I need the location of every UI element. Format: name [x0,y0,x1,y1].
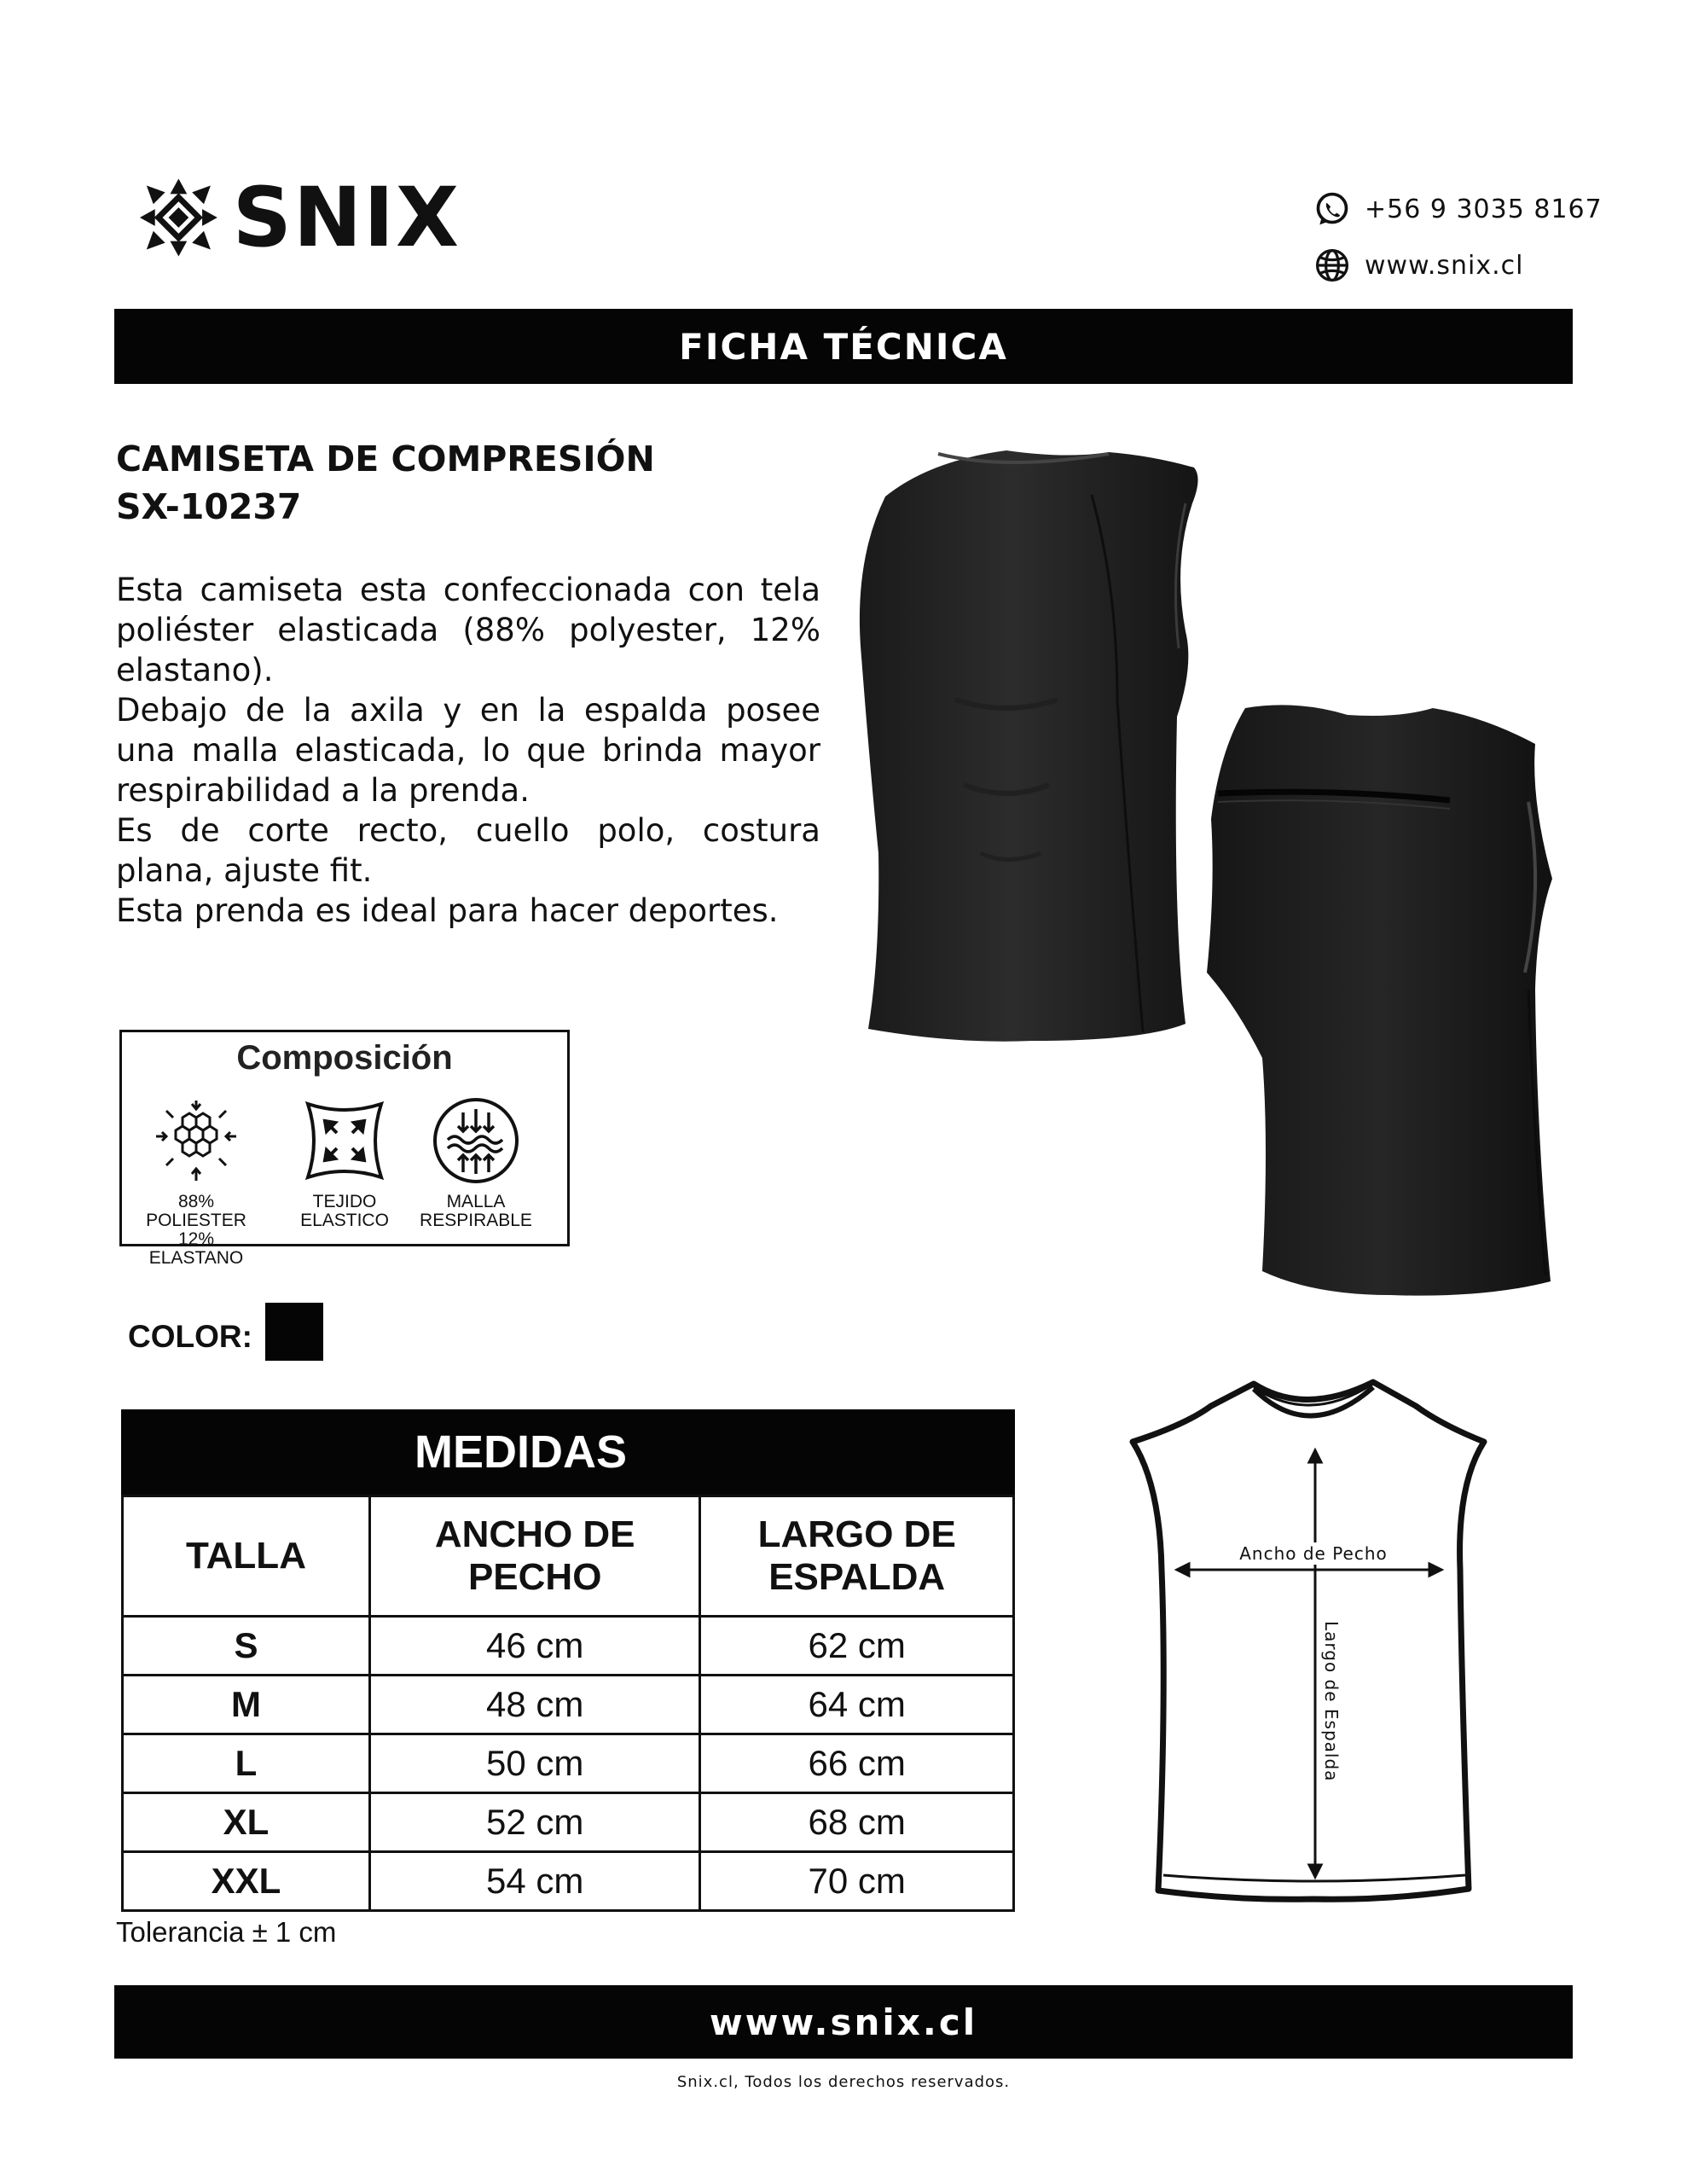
size-cell: M [123,1676,370,1734]
footer-website[interactable]: www.snix.cl [114,1985,1573,2059]
tolerance-note: Tolerancia ± 1 cm [116,1916,337,1948]
column-header-label: LARGO DE [757,1513,956,1555]
brand-logo [136,166,461,269]
product-code: SX-10237 [116,486,302,527]
page-title: FICHA TÉCNICA [114,309,1573,384]
table-row [123,1734,1014,1793]
website-link[interactable]: www.snix.cl [1365,250,1524,281]
description-paragraph: Es de corte recto, cuello polo, costura plana, ajuste fit. [116,812,820,889]
description-paragraph: Esta prenda es ideal para hacer deportes. [116,892,779,929]
stretch-fabric-icon [298,1094,391,1188]
table-header-row [123,1496,1014,1617]
whatsapp-icon [1313,190,1351,228]
phone-row [1313,189,1603,229]
back-cell: 66 cm [700,1734,1014,1793]
table-row [123,1793,1014,1852]
chest-cell: 54 cm [370,1852,700,1911]
back-cell: 68 cm [700,1793,1014,1852]
measurement-diagram [1126,1374,1501,1920]
measurements-table [121,1409,1015,1912]
composition-label: 12% ELASTANO [148,1229,244,1268]
brand-name: SNIX [232,170,461,265]
size-cell: XL [123,1793,370,1852]
composition-label: TEJIDO [312,1192,377,1211]
product-description [116,570,820,931]
breathable-mesh-icon [429,1094,523,1188]
hexagon-fabric-icon [149,1094,243,1188]
column-header-size [123,1496,370,1617]
composition-label: 88% POLIESTER [146,1192,246,1230]
table-row [123,1676,1014,1734]
product-name: CAMISETA DE COMPRESIÓN [116,439,655,479]
product-photos [836,444,1586,1314]
column-header-label: PECHO [467,1556,602,1598]
product-heading [116,435,884,531]
back-cell: 70 cm [700,1852,1014,1911]
back-cell: 64 cm [700,1676,1014,1734]
chest-measure-label: Ancho de Pecho [1239,1543,1388,1564]
phone-number[interactable]: +56 9 3035 8167 [1365,194,1603,224]
snix-logo-icon [136,170,221,265]
composition-box [119,1030,570,1268]
composition-item [281,1094,409,1230]
size-cell: XXL [123,1852,370,1911]
column-header-back [700,1496,1014,1617]
chest-cell: 46 cm [370,1617,700,1676]
globe-icon [1313,247,1351,284]
composition-title: Composición [236,1039,453,1077]
table-row [123,1617,1014,1676]
size-cell: S [123,1617,370,1676]
column-header-label: ANCHO DE [434,1513,635,1555]
column-header-label: TALLA [186,1535,306,1577]
back-shirt-photo [1207,705,1552,1295]
composition-item [412,1094,540,1230]
column-header-label: ESPALDA [768,1556,946,1598]
composition-label: MALLA [446,1192,506,1211]
chest-cell: 52 cm [370,1793,700,1852]
description-paragraph: Debajo de la axila y en la espalda posee una malla elasticada, lo que brinda mayor respirabilidad a la prenda. [116,692,820,809]
size-cell: L [123,1734,370,1793]
description-paragraph: Esta camiseta esta confeccionada con tela poliéster elasticada (88% polyester, 12% elastano). [116,572,820,688]
measurements-title: MEDIDAS [121,1409,1015,1495]
copyright-text: Snix.cl, Todos los derechos reservados. [676,2073,1011,2091]
color-swatch[interactable] [265,1303,323,1361]
column-header-chest [370,1496,700,1617]
composition-item [132,1094,260,1268]
contact-info [1313,189,1603,302]
back-cell: 62 cm [700,1617,1014,1676]
back-measure-label: Largo de Espalda [1321,1621,1342,1782]
chest-cell: 48 cm [370,1676,700,1734]
website-row [1313,246,1603,285]
chest-cell: 50 cm [370,1734,700,1793]
composition-label: RESPIRABLE [420,1211,532,1230]
composition-label: ELASTICO [300,1211,389,1230]
table-row [123,1852,1014,1911]
front-shirt-photo [860,450,1198,1042]
color-label: COLOR: [128,1319,252,1354]
